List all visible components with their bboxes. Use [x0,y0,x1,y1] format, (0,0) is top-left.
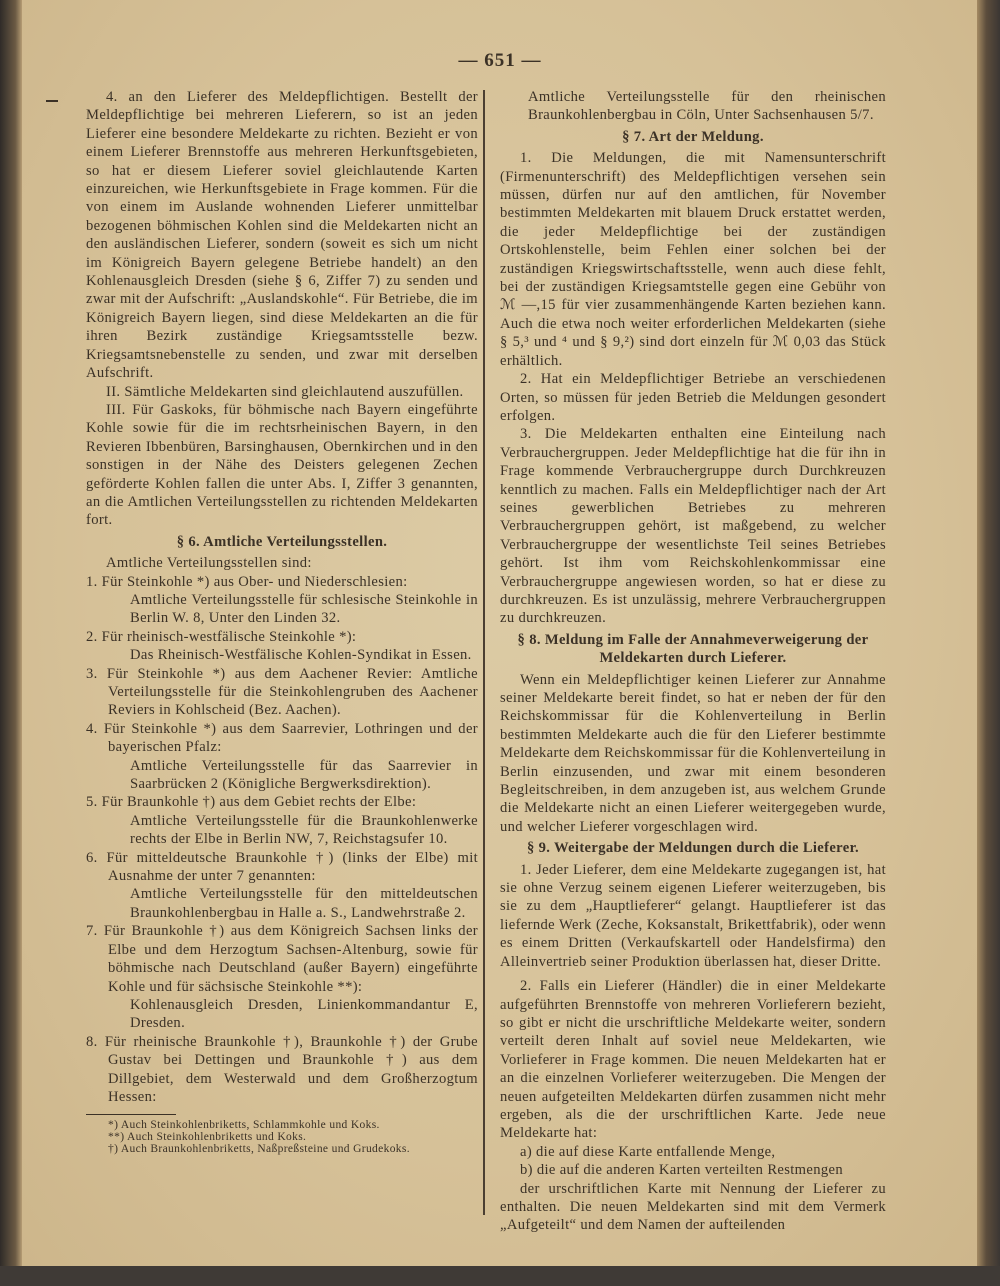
list-item-1-body: Amtliche Verteilungsstelle für schlesische Steinkohle in Berlin W. 8, Unter den Linden 32. [130,591,478,627]
book-binding-edge [0,0,22,1286]
section-9-paragraph-2: 2. Falls ein Lieferer (Händler) die in einer Meldekarte aufgeführten Brennstoffe von mehreren Vorlieferern bezieht, so gibt er nicht die urschriftliche Meldekarte weiter, sondern verteilt deren Inhalt auf soviel neue Meldekarten, wie Vorlieferer in Frage kommen. Die neuen Meldekarten hat er an die einzelnen Vorlieferer weiterzugeben. Die Mengen der neuen aufgeteilten Meldekarten dürfen zusammen nicht mehr ergeben, als die der urschriftlichen Karte. Jede neue Meldekarte hat: [500,978,886,1142]
section-8-paragraph: Wenn ein Meldepflichtiger keinen Lieferer zur Annahme seiner Meldekarte bereit findet, so hat er neben der für den Reichskommissar für die Kohlenverteilung in Berlin bestimmten Meldekarte auch die für den Lieferer bestimmte Meldekarte dem Reichskommissar für die Kohlenverteilung in Berlin einzusenden, und zwar mit einem besonderen Begleitschreiben, in dem anzugeben ist, aus welchem Grunde die Meldekarte nicht an einen Lieferer weitergegeben wurde, und welcher Lieferer vorgeschlagen wird. [500,671,886,835]
continued-item-8-body: Amtliche Verteilungsstelle für den rheinischen Braunkohlenbergbau in Cöln, Unter Sachsenhausen 5/7. [528,89,886,124]
section-7-paragraph-2: 2. Hat ein Meldepflichtiger Betriebe an verschiedenen Orten, so müssen für jeden Betrieb die Meldungen gesondert erfolgen. [500,371,886,424]
list-item-1: 1. Für Steinkohle *) aus Ober- und Niederschlesien: [86,573,408,590]
list-item-4-body: Amtliche Verteilungsstelle für das Saarrevier in Saarbrücken 2 (Königliche Bergwerksdirektion). [130,757,478,793]
section-9-item-b: b) die auf die anderen Karten verteilten Restmengen [520,1162,843,1179]
list-item-7-body: Kohlenausgleich Dresden, Linienkommandantur E, Dresden. [130,996,478,1032]
section-9-paragraph-1: 1. Jeder Lieferer, dem eine Meldekarte zugegangen ist, hat sie ohne Verzug seinem eigenen Lieferer weiterzugeben, bis sie zu dem „Hauptlieferer“ gelangt. Hauptlieferer ist das liefernde Werk (Zeche, Koksanstalt, Brikettfabrik), oder wenn es einem Dritten (Verkaufskartell oder Handelsfirma) den Alleinvertrieb seiner Produktion überlassen hat, dieser Dritte. [500,861,886,970]
section-6-heading: § 6. Amtliche Verteilungsstellen. [176,533,388,550]
section-6-intro: Amtliche Verteilungsstellen sind: [106,555,312,572]
section-7-paragraph-3: 3. Die Meldekarten enthalten eine Einteilung nach Verbrauchergruppen. Jeder Meldepflichtige hat die für ihn in Frage kommende Verbrauchergruppe durch Durchkreuzen kenntlich zu machen. Falls ein Meldepflichtiger nach der Art seines gewerblichen Betriebes zu mehreren Verbrauchergruppen gehört, ist maßgebend, zu welcher Verbrauchergruppe der wesentlichste Teil seines Betriebes gehört. Ist ihm vom Reichskohlenkommissar eine Verbrauchergruppe angewiesen worden, so hat er diese zu durchkreuzen. Es ist unzulässig, mehrere Verbrauchergruppen zu durchkreuzen. [500,426,886,627]
list-item-4: 4. Für Steinkohle *) aus dem Saarrevier, Lothringen und der bayerischen Pfalz: [86,720,478,756]
section-7-heading: § 7. Art der Meldung. [622,128,764,145]
section-7-paragraph-1: 1. Die Meldungen, die mit Namensunterschrift (Firmenunterschrift) des Meldepflichtigen versehen sein müssen, dürfen nur auf den amtlichen, für November bestimmten Meldekarten mit blauem Druck erstattet werden, die jeder Meldepflichtige bei der zuständigen Ortskohlenstelle, beim Fehlen einer solchen bei der zuständigen Kriegswirtschaftsstelle, wenn auch diese fehlt, bei der zuständigen Kriegsamtstelle gegen eine Gebühr von ℳ —,15 für vier zusammenhängende Karten beziehen kann. Auch die etwa noch weiter erforderlichen Meldekarten (siehe § 5,³ und ⁴ und § 9,²) sind dort einzeln für ℳ 0,03 das Stück erhältlich. [500,150,886,369]
footnote-rule [86,1114,176,1115]
list-item-5-body: Amtliche Verteilungsstelle für die Braunkohlenwerke rechts der Elbe in Berlin NW, 7, Reichstagsufer 10. [130,812,478,848]
list-item-7: 7. Für Braunkohle †) aus dem Königreich Sachsen links der Elbe und dem Herzogtum Sachsen-Altenburg, sowie für böhmische nach Deutschland (außer Bayern) eingeführte Kohle und für sächsische Steinkohle **): [86,923,478,995]
paragraph-III: III. Für Gaskoks, für böhmische nach Bayern eingeführte Kohle sowie für die im rechtsrheinischen Bayern, in den Revieren Ibbenbüren, Barsinghausen, Obernkirchen und in den sonstigen in der Nähe des Deisters gelegenen Zechen geförderte Kohlen fallen die unter Abs. I, Ziffer 3 genannten, an die Amtlichen Verteilungsstellen zu richtenden Meldekarten fort. [86,401,478,529]
section-9-item-a: a) die auf diese Karte entfallende Menge, [520,1143,776,1160]
column-divider [483,90,485,1215]
right-column [500,88,886,1235]
list-item-2: 2. Für rheinisch-westfälische Steinkohle *): [86,628,357,645]
margin-mark [46,100,58,102]
page-edge-bottom [0,1266,1000,1286]
section-9-continuation: der urschriftlichen Karte mit Nennung der Lieferer zu enthalten. Die neuen Meldekarten sind mit dem Vermerk „Aufgeteilt“ und dem Namen der aufteilenden [500,1180,886,1234]
footnote-1: *) Auch Steinkohlenbriketts, Schlammkohle und Koks. [108,1119,380,1132]
list-item-6: 6. Für mitteldeutsche Braunkohle †) (links der Elbe) mit Ausnahme der unter 7 genannten: [86,849,478,885]
section-9-heading: § 9. Weitergabe der Meldungen durch die Lieferer. [526,840,860,857]
list-item-3: 3. Für Steinkohle *) aus dem Aachener Revier: Amtliche Verteilungsstelle für die Steinkohlengruben des Aachener Reviers in Kohlscheid (Bez. Aachen). [86,665,478,719]
paragraph-II: II. Sämtliche Meldekarten sind gleichlautend auszufüllen. [106,383,464,400]
section-8-heading: § 8. Meldung im Falle der Annahmeverweigerung der Meldekarten durch Lieferer. [517,631,869,667]
footnote-3: †) Auch Braunkohlenbriketts, Naßpreßsteine und Grudekoks. [108,1143,410,1156]
list-item-6-body: Amtliche Verteilungsstelle für den mitteldeutschen Braunkohlenbergbau in Halle a. S., Landwehrstraße 2. [130,886,478,921]
left-column [86,88,478,1155]
page-edge-right [977,0,1000,1286]
list-item-8: 8. Für rheinische Braunkohle †), Braunkohle †) der Grube Gustav bei Dettingen und Braunkohle †) aus dem Dillgebiet, dem Westerwald und dem Großherzogtum Hessen: [86,1033,478,1105]
list-item-5: 5. Für Braunkohle †) aus dem Gebiet rechts der Elbe: [86,794,417,811]
footnote-2: **) Auch Steinkohlenbriketts und Koks. [108,1131,307,1144]
paragraph-item-4: 4. an den Lieferer des Meldepflichtigen. Bestellt der Meldepflichtige bei mehreren Lieferern, so ist an jeden Lieferer eine besondere Meldekarte zu richten. Bezieht er von einem Lieferer Brennstoffe aus mehreren Herkunftsgebieten, so hat er diesem Lieferer soviel gleichlautende Karten einzureichen, wie Herkunftsgebiete in Frage kommen. Für die von einem im Auslande wohnenden Lieferer unmittelbar bezogenen böhmischen Kohlen sind die Meldekarten nicht an den ausländischen Lieferer, sondern (soweit es sich um nicht im Königreich Bayern gelegene Betriebe handelt) an den Kohlenausgleich Dresden (siehe § 6, Ziffer 7) zu senden und zwar mit der Aufschrift: „Auslandskohle“. Für Betriebe, die im Königreich Bayern liegen, sind diese Meldekarten an die für ihren Bezirk zuständige Kriegsamtsstelle bezw. Kriegsamtsnebenstelle zu senden, und zwar mit derselben Aufschrift. [86,89,478,382]
page-number: — 651 — [458,50,542,71]
list-item-2-body: Das Rheinisch-Westfälische Kohlen-Syndikat in Essen. [130,647,472,664]
